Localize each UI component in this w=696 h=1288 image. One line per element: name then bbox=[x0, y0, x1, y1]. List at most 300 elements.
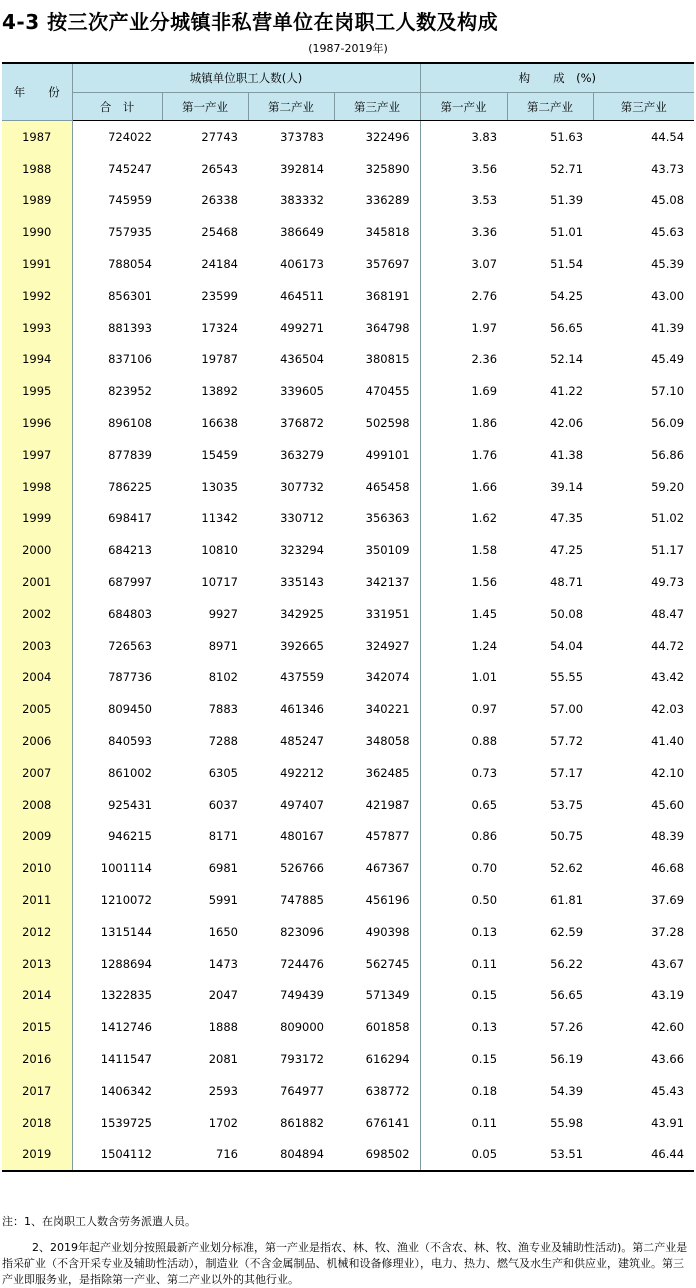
value-cell: 41.38 bbox=[550, 447, 584, 462]
value-cell: 0.70 bbox=[471, 861, 498, 876]
value-cell: 406173 bbox=[280, 257, 324, 272]
table-row bbox=[2, 662, 694, 694]
value-cell: 464511 bbox=[280, 288, 324, 303]
value-cell: 757935 bbox=[108, 225, 152, 240]
table-row bbox=[2, 344, 694, 376]
value-cell: 41.39 bbox=[651, 320, 685, 335]
value-cell: 1315144 bbox=[100, 924, 152, 939]
table-row bbox=[2, 248, 694, 280]
value-cell: 356363 bbox=[334, 503, 420, 535]
value-cell: 54.04 bbox=[550, 638, 584, 653]
value-cell: 687997 bbox=[108, 575, 152, 590]
table-row bbox=[2, 121, 694, 153]
value-cell: 54.39 bbox=[550, 1083, 584, 1098]
value-cell: 0.15 bbox=[471, 988, 498, 1003]
year-cell: 1996 bbox=[2, 407, 72, 439]
value-cell: 42.60 bbox=[651, 1020, 685, 1035]
value-cell: 946215 bbox=[108, 829, 152, 844]
value-cell: 46.68 bbox=[651, 861, 685, 876]
value-cell: 43.66 bbox=[651, 1052, 685, 1066]
year-header: 年 份 bbox=[2, 63, 72, 121]
value-cell: 877839 bbox=[108, 447, 152, 462]
value-cell: 363279 bbox=[280, 447, 324, 462]
value-cell: 324927 bbox=[334, 630, 420, 662]
value-cell: 362485 bbox=[334, 757, 420, 789]
year-cell: 2016 bbox=[2, 1043, 72, 1075]
value-cell: 376872 bbox=[280, 416, 324, 431]
year-cell: 2001 bbox=[2, 566, 72, 598]
value-cell: 526766 bbox=[280, 861, 324, 876]
value-cell: 457877 bbox=[334, 821, 420, 853]
value-cell: 1210072 bbox=[100, 893, 152, 908]
value-cell: 386649 bbox=[280, 225, 324, 240]
value-cell: 56.65 bbox=[550, 988, 584, 1003]
year-cell: 1991 bbox=[2, 248, 72, 280]
value-cell: 57.00 bbox=[550, 702, 584, 717]
value-cell: 26543 bbox=[201, 161, 238, 176]
year-cell: 1988 bbox=[2, 153, 72, 185]
value-cell: 13035 bbox=[201, 479, 238, 494]
value-cell: 53.75 bbox=[550, 797, 584, 812]
value-cell: 6305 bbox=[208, 765, 238, 780]
value-cell: 3.83 bbox=[471, 129, 498, 144]
table-row bbox=[2, 439, 694, 471]
value-cell: 368191 bbox=[334, 280, 420, 312]
table-row bbox=[2, 789, 694, 821]
value-cell: 13892 bbox=[201, 384, 238, 399]
value-cell: 3.53 bbox=[471, 193, 498, 208]
value-cell: 7288 bbox=[208, 734, 238, 749]
value-cell: 56.86 bbox=[651, 447, 685, 462]
value-cell: 1406342 bbox=[100, 1083, 152, 1098]
table-row bbox=[2, 216, 694, 248]
value-cell: 57.72 bbox=[550, 734, 584, 749]
year-cell: 1987 bbox=[2, 121, 72, 153]
value-cell: 502598 bbox=[334, 407, 420, 439]
value-cell: 57.17 bbox=[550, 765, 584, 780]
year-cell: 1994 bbox=[2, 344, 72, 376]
value-cell: 0.88 bbox=[471, 734, 498, 749]
value-cell: 48.39 bbox=[651, 829, 685, 844]
value-cell: 745959 bbox=[108, 193, 152, 208]
value-cell: 437559 bbox=[280, 670, 324, 685]
value-cell: 837106 bbox=[108, 352, 152, 367]
table-row bbox=[2, 280, 694, 312]
value-cell: 925431 bbox=[108, 797, 152, 812]
value-cell: 786225 bbox=[108, 479, 152, 494]
value-cell: 861882 bbox=[280, 1115, 324, 1130]
value-cell: 339605 bbox=[280, 384, 324, 399]
value-cell: 39.14 bbox=[550, 479, 584, 494]
value-cell: 56.65 bbox=[550, 320, 584, 335]
note-2: 2、2019年起产业划分按照最新产业划分标准，第一产业是指农、林、牧、渔业（不含农、林、牧、渔专业及辅助性活动)。第二产业是指采矿业（不含开采专业及辅助性活动），制造业（不含金属制品、机械和设备修理业），电力、热力、燃气及水生产和供应业，建筑业。第三产业即服务业，是指除第一产业、第二产业以外的其他行业。 bbox=[2, 1241, 688, 1286]
value-cell: 52.62 bbox=[550, 861, 584, 876]
value-cell: 19787 bbox=[201, 352, 238, 367]
value-cell: 43.19 bbox=[651, 988, 685, 1003]
value-cell: 1288694 bbox=[100, 956, 152, 971]
value-cell: 804894 bbox=[248, 1139, 334, 1172]
year-cell: 2002 bbox=[2, 598, 72, 630]
value-cell: 2593 bbox=[208, 1083, 238, 1098]
col-header-primary-pct: 第一产业 bbox=[420, 93, 507, 121]
value-cell: 45.60 bbox=[651, 797, 685, 812]
value-cell: 323294 bbox=[280, 543, 324, 558]
value-cell: 50.08 bbox=[550, 606, 584, 621]
value-cell: 16638 bbox=[201, 416, 238, 431]
value-cell: 497407 bbox=[280, 797, 324, 812]
year-cell: 1992 bbox=[2, 280, 72, 312]
table-row bbox=[2, 1043, 694, 1075]
value-cell: 1650 bbox=[208, 924, 238, 939]
value-cell: 57.26 bbox=[550, 1020, 584, 1035]
table-row bbox=[2, 948, 694, 980]
value-cell: 676141 bbox=[334, 1107, 420, 1139]
value-cell: 716 bbox=[162, 1139, 248, 1172]
value-cell: 499101 bbox=[334, 439, 420, 471]
value-cell: 11342 bbox=[201, 511, 238, 526]
value-cell: 51.63 bbox=[550, 129, 584, 144]
year-cell: 2008 bbox=[2, 789, 72, 821]
value-cell: 787736 bbox=[108, 670, 152, 685]
table-row bbox=[2, 1075, 694, 1107]
value-cell: 6981 bbox=[208, 861, 238, 876]
value-cell: 56.09 bbox=[651, 416, 685, 431]
value-cell: 54.25 bbox=[550, 288, 584, 303]
col-header-total: 合 计 bbox=[72, 93, 162, 121]
col-header-tertiary-pct: 第三产业 bbox=[593, 93, 694, 121]
value-cell: 0.13 bbox=[471, 924, 498, 939]
year-cell: 2000 bbox=[2, 534, 72, 566]
value-cell: 52.71 bbox=[550, 161, 584, 176]
value-cell: 350109 bbox=[334, 534, 420, 566]
value-cell: 480167 bbox=[280, 829, 324, 844]
value-cell: 1.56 bbox=[471, 575, 498, 590]
value-cell: 1888 bbox=[208, 1020, 238, 1035]
value-cell: 7883 bbox=[208, 702, 238, 717]
year-cell: 1989 bbox=[2, 185, 72, 217]
value-cell: 25468 bbox=[201, 225, 238, 240]
col-header-tertiary: 第三产业 bbox=[334, 93, 420, 121]
table-row bbox=[2, 821, 694, 853]
value-cell: 27743 bbox=[201, 129, 238, 144]
value-cell: 61.81 bbox=[550, 893, 584, 908]
value-cell: 0.73 bbox=[471, 765, 498, 780]
table-row bbox=[2, 534, 694, 566]
value-cell: 571349 bbox=[334, 980, 420, 1012]
col-header-primary: 第一产业 bbox=[162, 93, 248, 121]
value-cell: 52.14 bbox=[550, 352, 584, 367]
table-row bbox=[2, 630, 694, 662]
value-cell: 50.75 bbox=[550, 829, 584, 844]
value-cell: 809450 bbox=[108, 702, 152, 717]
page-title: 4-3 按三次产业分城镇非私营单位在岗职工人数及构成 bbox=[2, 10, 499, 34]
value-cell: 340221 bbox=[334, 693, 420, 725]
value-cell: 1.66 bbox=[471, 479, 498, 494]
count-group-header: 城镇单位职工人数(人) bbox=[72, 63, 420, 93]
year-cell: 1995 bbox=[2, 375, 72, 407]
value-cell: 392814 bbox=[280, 161, 324, 176]
value-cell: 364798 bbox=[334, 312, 420, 344]
year-cell: 1999 bbox=[2, 503, 72, 535]
table-row bbox=[2, 1107, 694, 1139]
col-header-secondary: 第二产业 bbox=[248, 93, 334, 121]
value-cell: 0.05 bbox=[420, 1139, 507, 1172]
table-row bbox=[2, 566, 694, 598]
value-cell: 48.47 bbox=[651, 606, 685, 621]
value-cell: 357697 bbox=[334, 248, 420, 280]
value-cell: 499271 bbox=[280, 320, 324, 335]
value-cell: 45.39 bbox=[651, 257, 685, 272]
value-cell: 788054 bbox=[108, 257, 152, 272]
value-cell: 51.02 bbox=[651, 511, 685, 526]
value-cell: 373783 bbox=[280, 129, 324, 144]
value-cell: 0.13 bbox=[471, 1020, 498, 1035]
value-cell: 8971 bbox=[208, 638, 238, 653]
table-row bbox=[2, 471, 694, 503]
value-cell: 43.67 bbox=[651, 956, 685, 971]
value-cell: 3.07 bbox=[471, 257, 498, 272]
value-cell: 41.40 bbox=[651, 734, 685, 749]
value-cell: 749439 bbox=[280, 988, 324, 1003]
value-cell: 0.18 bbox=[471, 1083, 498, 1098]
value-cell: 48.71 bbox=[550, 575, 584, 590]
value-cell: 43.42 bbox=[651, 670, 685, 685]
value-cell: 809000 bbox=[280, 1020, 324, 1035]
value-cell: 17324 bbox=[201, 320, 238, 335]
table-row bbox=[2, 1011, 694, 1043]
value-cell: 1702 bbox=[208, 1115, 238, 1130]
note-1: 注：1、在岗职工人数含劳务派遣人员。 bbox=[2, 1215, 196, 1228]
value-cell: 2081 bbox=[208, 1052, 238, 1066]
col-header-secondary-pct: 第二产业 bbox=[507, 93, 593, 121]
value-cell: 1412746 bbox=[100, 1020, 152, 1035]
value-cell: 43.00 bbox=[651, 288, 685, 303]
year-cell: 2003 bbox=[2, 630, 72, 662]
year-cell: 2011 bbox=[2, 884, 72, 916]
value-cell: 896108 bbox=[108, 416, 152, 431]
value-cell: 1.58 bbox=[471, 543, 498, 558]
table-body bbox=[2, 121, 694, 1172]
year-cell: 1993 bbox=[2, 312, 72, 344]
value-cell: 342137 bbox=[334, 566, 420, 598]
value-cell: 684213 bbox=[108, 543, 152, 558]
year-cell: 2019 bbox=[2, 1139, 72, 1172]
value-cell: 44.72 bbox=[651, 638, 685, 653]
value-cell: 698417 bbox=[108, 511, 152, 526]
value-cell: 342074 bbox=[334, 662, 420, 694]
table-row bbox=[2, 884, 694, 916]
value-cell: 10810 bbox=[201, 543, 238, 558]
table-row bbox=[2, 757, 694, 789]
year-cell: 2009 bbox=[2, 821, 72, 853]
value-cell: 325890 bbox=[334, 153, 420, 185]
value-cell: 861002 bbox=[108, 765, 152, 780]
value-cell: 823096 bbox=[280, 924, 324, 939]
value-cell: 15459 bbox=[201, 447, 238, 462]
value-cell: 10717 bbox=[201, 575, 238, 590]
value-cell: 307732 bbox=[280, 479, 324, 494]
table-row bbox=[2, 185, 694, 217]
value-cell: 724022 bbox=[108, 129, 152, 144]
table-row bbox=[2, 407, 694, 439]
value-cell: 421987 bbox=[334, 789, 420, 821]
table-row bbox=[2, 598, 694, 630]
value-cell: 1539725 bbox=[100, 1115, 152, 1130]
value-cell: 46.44 bbox=[593, 1139, 694, 1172]
value-cell: 43.73 bbox=[651, 161, 685, 176]
table-row bbox=[2, 312, 694, 344]
value-cell: 336289 bbox=[334, 185, 420, 217]
page-subtitle: (1987-2019年) bbox=[308, 42, 388, 55]
value-cell: 348058 bbox=[334, 725, 420, 757]
value-cell: 0.50 bbox=[471, 893, 498, 908]
table-row bbox=[2, 153, 694, 185]
value-cell: 1.24 bbox=[471, 638, 498, 653]
year-cell: 1990 bbox=[2, 216, 72, 248]
table-row bbox=[2, 980, 694, 1012]
value-cell: 51.39 bbox=[550, 193, 584, 208]
value-cell: 601858 bbox=[334, 1011, 420, 1043]
value-cell: 41.22 bbox=[550, 384, 584, 399]
value-cell: 2.76 bbox=[471, 288, 498, 303]
year-cell: 2007 bbox=[2, 757, 72, 789]
value-cell: 59.20 bbox=[651, 479, 685, 494]
year-cell: 2012 bbox=[2, 916, 72, 948]
value-cell: 49.73 bbox=[651, 575, 685, 590]
value-cell: 726563 bbox=[108, 638, 152, 653]
value-cell: 56.19 bbox=[550, 1052, 584, 1066]
value-cell: 0.11 bbox=[471, 956, 498, 971]
year-cell: 1998 bbox=[2, 471, 72, 503]
value-cell: 45.49 bbox=[651, 352, 685, 367]
value-cell: 383332 bbox=[280, 193, 324, 208]
value-cell: 55.98 bbox=[550, 1115, 584, 1130]
value-cell: 793172 bbox=[280, 1052, 324, 1066]
value-cell: 2047 bbox=[208, 988, 238, 1003]
value-cell: 51.01 bbox=[550, 225, 584, 240]
value-cell: 638772 bbox=[334, 1075, 420, 1107]
value-cell: 56.22 bbox=[550, 956, 584, 971]
value-cell: 2.36 bbox=[471, 352, 498, 367]
value-cell: 1.76 bbox=[471, 447, 498, 462]
year-cell: 2015 bbox=[2, 1011, 72, 1043]
value-cell: 724476 bbox=[280, 956, 324, 971]
year-cell: 2005 bbox=[2, 693, 72, 725]
value-cell: 53.51 bbox=[507, 1139, 593, 1172]
table-row bbox=[2, 916, 694, 948]
value-cell: 492212 bbox=[280, 765, 324, 780]
year-cell: 2006 bbox=[2, 725, 72, 757]
value-cell: 6037 bbox=[208, 797, 238, 812]
value-cell: 1411547 bbox=[100, 1052, 152, 1066]
value-cell: 57.10 bbox=[651, 384, 685, 399]
notes bbox=[2, 1214, 692, 1288]
value-cell: 335143 bbox=[280, 575, 324, 590]
year-cell: 2014 bbox=[2, 980, 72, 1012]
value-cell: 44.54 bbox=[651, 129, 685, 144]
value-cell: 51.54 bbox=[550, 257, 584, 272]
value-cell: 684803 bbox=[108, 606, 152, 621]
value-cell: 467367 bbox=[334, 852, 420, 884]
value-cell: 37.69 bbox=[651, 893, 685, 908]
value-cell: 322496 bbox=[334, 121, 420, 153]
pct-group-header: 构 成 (%) bbox=[420, 63, 694, 93]
value-cell: 823952 bbox=[108, 384, 152, 399]
value-cell: 42.03 bbox=[651, 702, 685, 717]
table-row bbox=[2, 503, 694, 535]
year-cell: 2018 bbox=[2, 1107, 72, 1139]
value-cell: 485247 bbox=[280, 734, 324, 749]
value-cell: 45.63 bbox=[651, 225, 685, 240]
value-cell: 840593 bbox=[108, 734, 152, 749]
table-row bbox=[2, 852, 694, 884]
year-cell: 2004 bbox=[2, 662, 72, 694]
value-cell: 1473 bbox=[208, 956, 238, 971]
value-cell: 24184 bbox=[201, 257, 238, 272]
value-cell: 461346 bbox=[280, 702, 324, 717]
value-cell: 0.11 bbox=[471, 1115, 498, 1130]
value-cell: 881393 bbox=[108, 320, 152, 335]
value-cell: 51.17 bbox=[651, 543, 685, 558]
value-cell: 616294 bbox=[334, 1043, 420, 1075]
value-cell: 1.97 bbox=[471, 320, 498, 335]
value-cell: 331951 bbox=[334, 598, 420, 630]
value-cell: 62.59 bbox=[550, 924, 584, 939]
value-cell: 45.08 bbox=[651, 193, 685, 208]
value-cell: 37.28 bbox=[651, 924, 685, 939]
table-row bbox=[2, 375, 694, 407]
value-cell: 1.62 bbox=[471, 511, 498, 526]
value-cell: 42.06 bbox=[550, 416, 584, 431]
year-cell: 2013 bbox=[2, 948, 72, 980]
value-cell: 1001114 bbox=[100, 861, 152, 876]
value-cell: 698502 bbox=[334, 1139, 420, 1172]
value-cell: 47.35 bbox=[550, 511, 584, 526]
value-cell: 3.36 bbox=[471, 225, 498, 240]
employment-table bbox=[2, 62, 694, 1172]
value-cell: 8171 bbox=[208, 829, 238, 844]
value-cell: 8102 bbox=[208, 670, 238, 685]
value-cell: 465458 bbox=[334, 471, 420, 503]
value-cell: 45.43 bbox=[651, 1083, 685, 1098]
value-cell: 42.10 bbox=[651, 765, 685, 780]
value-cell: 330712 bbox=[280, 511, 324, 526]
value-cell: 745247 bbox=[108, 161, 152, 176]
value-cell: 3.56 bbox=[471, 161, 498, 176]
table-row bbox=[2, 693, 694, 725]
value-cell: 55.55 bbox=[550, 670, 584, 685]
value-cell: 0.97 bbox=[471, 702, 498, 717]
value-cell: 1504112 bbox=[72, 1139, 162, 1172]
year-cell: 2017 bbox=[2, 1075, 72, 1107]
value-cell: 23599 bbox=[201, 288, 238, 303]
value-cell: 26338 bbox=[201, 193, 238, 208]
value-cell: 47.25 bbox=[550, 543, 584, 558]
value-cell: 0.65 bbox=[471, 797, 498, 812]
value-cell: 470455 bbox=[334, 375, 420, 407]
value-cell: 747885 bbox=[280, 893, 324, 908]
value-cell: 1322835 bbox=[100, 988, 152, 1003]
value-cell: 0.15 bbox=[471, 1052, 498, 1066]
value-cell: 436504 bbox=[280, 352, 324, 367]
year-cell: 1997 bbox=[2, 439, 72, 471]
value-cell: 1.86 bbox=[471, 416, 498, 431]
value-cell: 0.86 bbox=[471, 829, 498, 844]
value-cell: 490398 bbox=[334, 916, 420, 948]
value-cell: 345818 bbox=[334, 216, 420, 248]
value-cell: 1.01 bbox=[471, 670, 498, 685]
value-cell: 9927 bbox=[208, 606, 238, 621]
